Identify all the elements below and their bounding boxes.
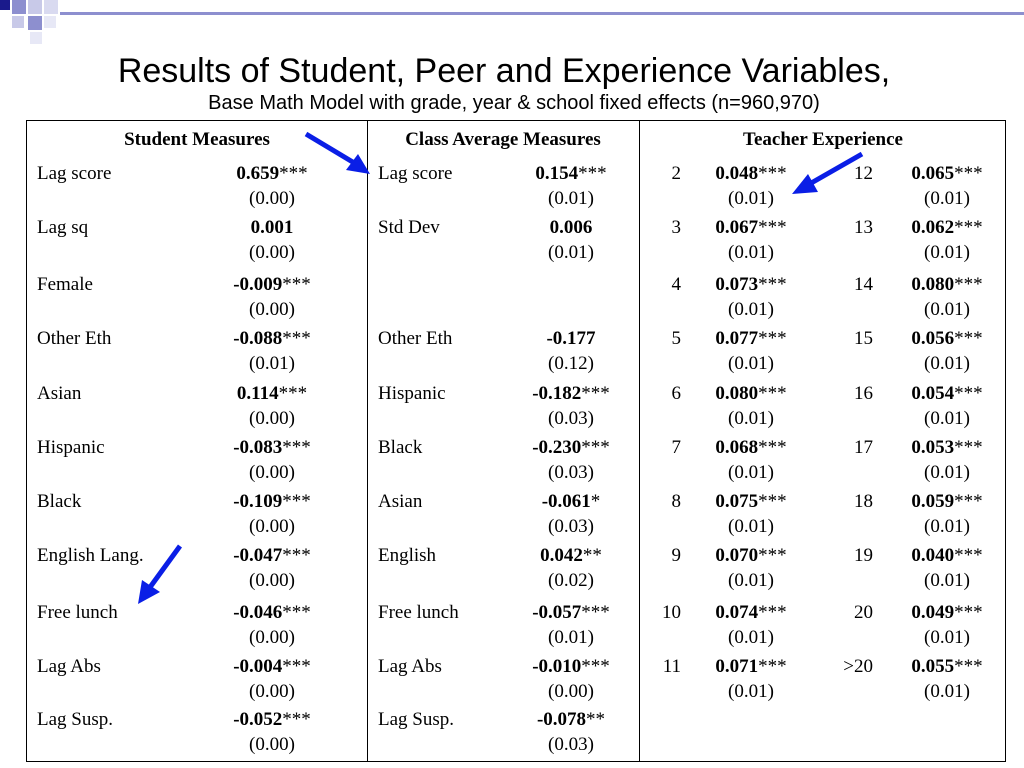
- significance-stars: ***: [581, 602, 610, 623]
- teacher-coef: [691, 437, 811, 459]
- class-std-error: (0.03): [548, 408, 594, 429]
- header-square: [12, 16, 24, 28]
- coef-value: 0.053: [911, 437, 955, 458]
- coef-value: 0.077: [715, 328, 759, 349]
- coef-value: -0.061: [541, 491, 591, 512]
- teacher-row-label: 4: [671, 274, 681, 295]
- teacher-row-label: 3: [671, 217, 681, 238]
- student-row-label: Lag score: [37, 163, 112, 184]
- class-std-error: (0.01): [548, 627, 594, 648]
- teacher-coef: [691, 274, 811, 296]
- significance-stars: ***: [581, 437, 610, 458]
- teacher-std-error: (0.01): [728, 188, 774, 209]
- significance-stars: ***: [581, 383, 610, 404]
- coef-value: 0.067: [715, 217, 759, 238]
- student-row-label: Free lunch: [37, 602, 118, 623]
- coef-value: 0.080: [715, 383, 759, 404]
- arrow-to-teacher-experience-2: [778, 150, 868, 202]
- significance-stars: ***: [578, 163, 607, 184]
- class-std-error: (0.01): [548, 188, 594, 209]
- significance-stars: ***: [954, 328, 983, 349]
- coef-value: 0.659: [236, 163, 280, 184]
- class-std-error: (0.01): [548, 242, 594, 263]
- student-coef: [202, 437, 342, 459]
- teacher-coef: [691, 602, 811, 624]
- teacher-std-error: (0.01): [728, 462, 774, 483]
- significance-stars: ***: [282, 545, 311, 566]
- significance-stars: ***: [282, 491, 311, 512]
- coef-value: -0.046: [233, 602, 283, 623]
- teacher-coef: [887, 274, 1007, 296]
- student-std-error: (0.00): [249, 570, 295, 591]
- teacher-row-label: 8: [671, 491, 681, 512]
- significance-stars: ***: [758, 274, 787, 295]
- class-coef: [501, 217, 641, 239]
- teacher-row-label: 11: [662, 656, 681, 677]
- student-row-label: Female: [37, 274, 93, 295]
- student-std-error: (0.00): [249, 408, 295, 429]
- coef-value: 0.073: [715, 274, 759, 295]
- teacher-coef: [887, 491, 1007, 513]
- class-std-error: (0.12): [548, 353, 594, 374]
- class-coef: [501, 491, 641, 513]
- header-square: [12, 0, 26, 14]
- class-coef: [501, 709, 641, 731]
- coef-value: 0.054: [911, 383, 955, 404]
- significance-stars: ***: [758, 656, 787, 677]
- teacher-coef: [691, 545, 811, 567]
- significance-stars: *: [590, 491, 601, 512]
- student-std-error: (0.00): [249, 516, 295, 537]
- student-coef: [202, 383, 342, 405]
- teacher-coef: [691, 491, 811, 513]
- coef-value: 0.154: [535, 163, 579, 184]
- student-row-label: Asian: [37, 383, 82, 404]
- student-coef: [202, 217, 342, 239]
- teacher-std-error: (0.01): [728, 408, 774, 429]
- class-row-label: Lag Susp.: [378, 709, 454, 730]
- class-row-label: Lag score: [378, 163, 453, 184]
- teacher-row-label: 9: [671, 545, 681, 566]
- student-coef: [202, 545, 342, 567]
- class-row-label: Other Eth: [378, 328, 453, 349]
- coef-value: -0.052: [233, 709, 283, 730]
- significance-stars: ***: [954, 437, 983, 458]
- coef-value: 0.001: [250, 217, 294, 238]
- coef-value: 0.040: [911, 545, 955, 566]
- class-std-error: (0.00): [548, 681, 594, 702]
- header-student-measures: Student Measures: [124, 129, 270, 150]
- teacher-std-error: (0.01): [728, 242, 774, 263]
- significance-stars: ***: [758, 491, 787, 512]
- slide-title: Results of Student, Peer and Experience Variables,: [117, 52, 891, 90]
- coef-value: -0.078: [536, 709, 587, 730]
- significance-stars: ***: [282, 656, 311, 677]
- coef-value: -0.109: [233, 491, 283, 512]
- coef-value: 0.065: [911, 163, 955, 184]
- coef-value: -0.010: [532, 656, 582, 677]
- column-divider: [367, 121, 368, 761]
- teacher-row-label: 20: [854, 602, 873, 623]
- header-square: [28, 16, 42, 30]
- class-row-label: Lag Abs: [378, 656, 442, 677]
- teacher-coef: [691, 217, 811, 239]
- student-row-label: Lag sq: [37, 217, 89, 238]
- class-std-error: (0.03): [548, 734, 594, 755]
- class-row-label: Asian: [378, 491, 423, 512]
- teacher-coef: [887, 545, 1007, 567]
- teacher-std-error: (0.01): [728, 353, 774, 374]
- student-row-label: Lag Abs: [37, 656, 101, 677]
- teacher-row-label: 2: [671, 163, 681, 184]
- class-coef: [501, 437, 641, 459]
- class-coef: [501, 383, 641, 405]
- coef-value: -0.009: [233, 274, 283, 295]
- class-row-label: Std Dev: [378, 217, 440, 238]
- teacher-std-error: (0.01): [924, 353, 970, 374]
- class-row-label: Black: [378, 437, 423, 458]
- student-row-label: Hispanic: [37, 437, 105, 458]
- class-row-label: English: [378, 545, 437, 566]
- coef-value: 0.068: [715, 437, 759, 458]
- teacher-coef: [887, 656, 1007, 678]
- significance-stars: ***: [758, 163, 787, 184]
- teacher-std-error: (0.01): [924, 627, 970, 648]
- student-std-error: (0.00): [249, 299, 295, 320]
- student-coef: [202, 274, 342, 296]
- coef-value: -0.047: [233, 545, 283, 566]
- class-std-error: (0.03): [548, 516, 594, 537]
- slide-subtitle: Base Math Model with grade, year & school fixed effects (n=960,970): [208, 92, 820, 114]
- arrow-to-class-lag-score: [300, 128, 380, 178]
- header-rule: [60, 12, 1024, 15]
- coef-value: 0.080: [911, 274, 955, 295]
- significance-stars: ***: [758, 217, 787, 238]
- significance-stars: ***: [954, 545, 983, 566]
- significance-stars: ***: [954, 602, 983, 623]
- coef-value: 0.006: [549, 217, 593, 238]
- teacher-row-label: 18: [854, 491, 873, 512]
- teacher-coef: [887, 217, 1007, 239]
- teacher-coef: [691, 328, 811, 350]
- teacher-std-error: (0.01): [924, 242, 970, 263]
- significance-stars: ***: [954, 656, 983, 677]
- header-square-dark: [0, 0, 10, 10]
- coef-value: 0.114: [236, 383, 279, 404]
- coef-value: 0.074: [715, 602, 759, 623]
- teacher-std-error: (0.01): [728, 681, 774, 702]
- header-square: [44, 0, 58, 14]
- student-std-error: (0.00): [249, 188, 295, 209]
- class-coef: [501, 656, 641, 678]
- teacher-std-error: (0.01): [924, 462, 970, 483]
- class-coef: [501, 545, 641, 567]
- class-row-label: Free lunch: [378, 602, 459, 623]
- coef-value: 0.062: [911, 217, 955, 238]
- significance-stars: ***: [758, 383, 787, 404]
- teacher-coef: [691, 656, 811, 678]
- significance-stars: ***: [758, 545, 787, 566]
- teacher-std-error: (0.01): [924, 516, 970, 537]
- teacher-row-label: 14: [854, 274, 873, 295]
- teacher-coef: [887, 602, 1007, 624]
- teacher-row-label: 6: [671, 383, 681, 404]
- student-row-label: Black: [37, 491, 82, 512]
- teacher-coef: [887, 163, 1007, 185]
- student-row-label: Lag Susp.: [37, 709, 113, 730]
- student-coef: [202, 491, 342, 513]
- teacher-row-label: 7: [671, 437, 681, 458]
- significance-stars: ***: [282, 328, 311, 349]
- coef-value: -0.177: [546, 328, 596, 349]
- significance-stars: **: [586, 709, 606, 730]
- header-square: [44, 16, 56, 28]
- student-std-error: (0.00): [249, 734, 295, 755]
- teacher-coef: [887, 328, 1007, 350]
- significance-stars: ***: [758, 437, 787, 458]
- significance-stars: ***: [278, 383, 308, 404]
- significance-stars: ***: [954, 274, 983, 295]
- student-std-error: (0.00): [249, 462, 295, 483]
- teacher-row-label: 16: [854, 383, 873, 404]
- teacher-row-label: >20: [843, 656, 873, 677]
- results-table: [26, 120, 1006, 762]
- teacher-row-label: 10: [662, 602, 681, 623]
- coef-value: -0.083: [233, 437, 283, 458]
- significance-stars: **: [582, 545, 602, 566]
- teacher-std-error: (0.01): [924, 570, 970, 591]
- coef-value: -0.004: [233, 656, 283, 677]
- significance-stars: ***: [954, 491, 983, 512]
- teacher-row-label: 12: [854, 163, 873, 184]
- teacher-coef: [691, 383, 811, 405]
- student-coef: [202, 602, 342, 624]
- coef-value: 0.070: [715, 545, 759, 566]
- student-coef: [202, 709, 342, 731]
- coef-value: -0.182: [532, 383, 582, 404]
- class-coef: [501, 163, 641, 185]
- teacher-coef: [887, 383, 1007, 405]
- teacher-row-label: 15: [854, 328, 873, 349]
- coef-value: 0.048: [715, 163, 759, 184]
- significance-stars: ***: [954, 383, 983, 404]
- coef-value: 0.071: [715, 656, 759, 677]
- coef-value: -0.230: [532, 437, 582, 458]
- coef-value: -0.057: [532, 602, 582, 623]
- coef-value: 0.049: [911, 602, 955, 623]
- coef-value: 0.042: [540, 545, 583, 566]
- coef-value: 0.059: [911, 491, 955, 512]
- coef-value: 0.056: [911, 328, 955, 349]
- class-std-error: (0.03): [548, 462, 594, 483]
- significance-stars: ***: [758, 602, 787, 623]
- teacher-std-error: (0.01): [924, 188, 970, 209]
- teacher-row-label: 5: [671, 328, 681, 349]
- teacher-std-error: (0.01): [728, 627, 774, 648]
- coef-value: 0.075: [715, 491, 759, 512]
- header-square: [28, 0, 42, 14]
- significance-stars: ***: [758, 328, 787, 349]
- teacher-std-error: (0.01): [728, 299, 774, 320]
- student-row-label: Other Eth: [37, 328, 112, 349]
- significance-stars: ***: [581, 656, 610, 677]
- arrow-to-free-lunch: [132, 542, 188, 610]
- significance-stars: ***: [954, 217, 983, 238]
- student-std-error: (0.00): [249, 242, 295, 263]
- header-class-average-measures: Class Average Measures: [405, 129, 601, 150]
- class-coef: [501, 328, 641, 350]
- header-teacher-experience: Teacher Experience: [743, 129, 903, 150]
- teacher-row-label: 17: [854, 437, 873, 458]
- teacher-row-label: 13: [854, 217, 873, 238]
- significance-stars: ***: [282, 602, 311, 623]
- student-std-error: (0.00): [249, 681, 295, 702]
- teacher-std-error: (0.01): [728, 516, 774, 537]
- class-coef: [501, 602, 641, 624]
- class-row-label: Hispanic: [378, 383, 446, 404]
- teacher-std-error: (0.01): [924, 299, 970, 320]
- student-std-error: (0.01): [249, 353, 295, 374]
- teacher-coef: [887, 437, 1007, 459]
- header-square: [30, 32, 42, 44]
- coef-value: 0.055: [911, 656, 955, 677]
- teacher-std-error: (0.01): [924, 681, 970, 702]
- significance-stars: ***: [282, 437, 311, 458]
- student-coef: [202, 328, 342, 350]
- class-std-error: (0.02): [548, 570, 594, 591]
- teacher-row-label: 19: [854, 545, 873, 566]
- teacher-std-error: (0.01): [728, 570, 774, 591]
- significance-stars: ***: [282, 274, 311, 295]
- significance-stars: ***: [954, 163, 983, 184]
- student-coef: [202, 656, 342, 678]
- student-row-label: English Lang.: [37, 545, 144, 566]
- significance-stars: ***: [279, 163, 308, 184]
- coef-value: -0.088: [233, 328, 283, 349]
- significance-stars: ***: [282, 709, 311, 730]
- teacher-std-error: (0.01): [924, 408, 970, 429]
- student-std-error: (0.00): [249, 627, 295, 648]
